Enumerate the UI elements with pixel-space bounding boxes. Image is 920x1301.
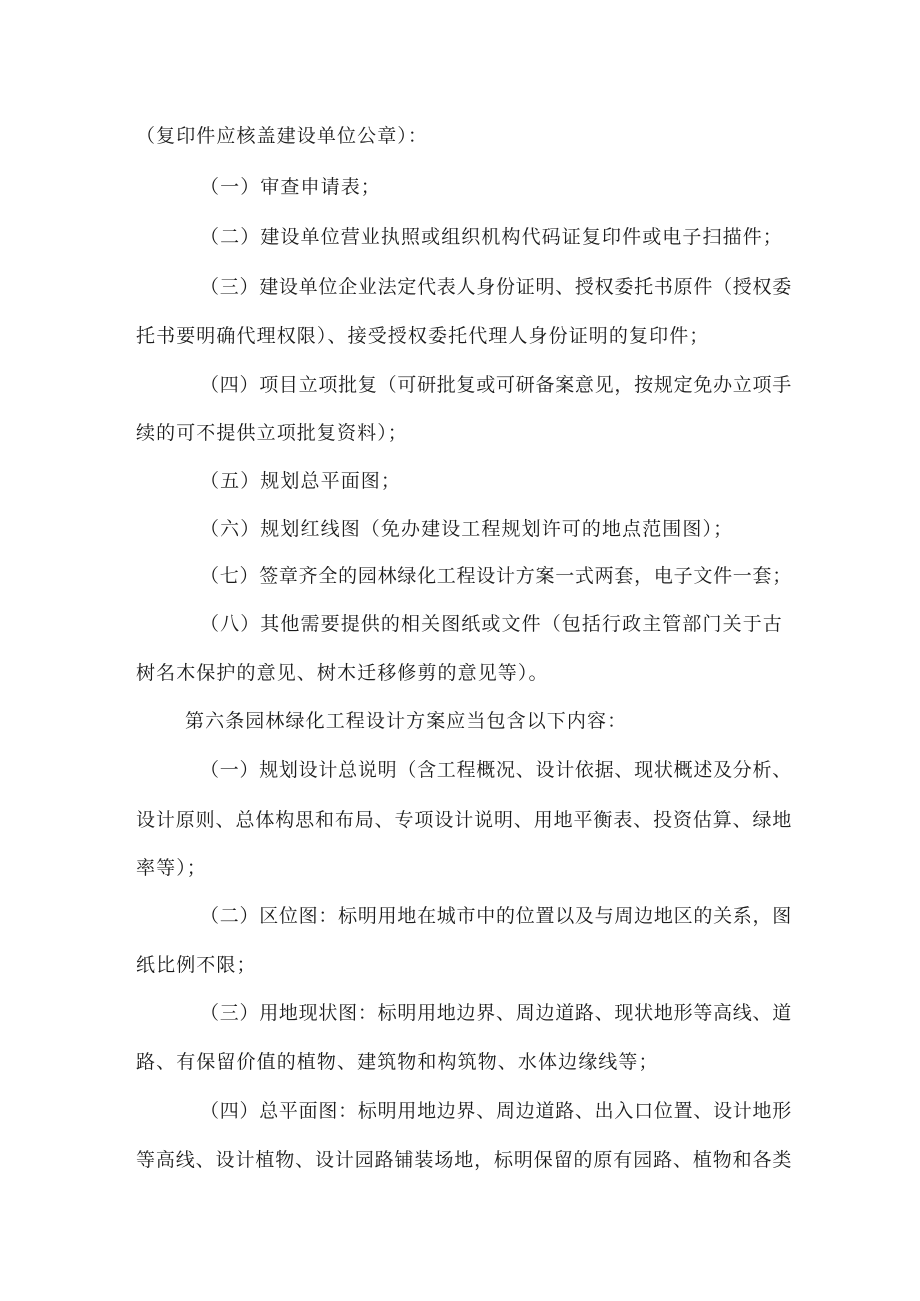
text-line: 树名木保护的意见、树木迁移修剪的意见等）。 [136,662,549,684]
text-line: （复印件应核盖建设单位公章）： [136,125,429,147]
text-line: （八）其他需要提供的相关图纸或文件（包括行政主管部门关于古 [200,613,783,635]
text-line: 设计原则、总体构思和布局、专项设计说明、用地平衡表、投资估算、绿地 [136,809,793,831]
text-line: 托书要明确代理权限）、接受授权委托代理人身份证明的复印件； [136,325,710,347]
text-line: （二）建设单位营业执照或组织机构代码证复印件或电子扫描件； [200,226,783,248]
text-line: 纸比例不限； [136,954,257,976]
text-line: 续的可不提供立项批复资料）； [136,422,408,444]
text-line: （三）建设单位企业法定代表人身份证明、授权委托书原件（授权委 [200,276,793,298]
text-line: （七）签章齐全的园林绿化工程设计方案一式两套，电子文件一套； [200,565,793,587]
text-line: 路、有保留价值的植物、建筑物和构筑物、水体边缘线等； [136,1051,659,1073]
text-line: 等高线、设计植物、设计园路铺装场地，标明保留的原有园路、植物和各类 [136,1149,793,1171]
text-line: （一）规划设计总说明（含工程概况、设计依据、现状概述及分析、 [200,759,793,781]
text-line: 率等）； [136,857,207,879]
text-line: （六）规划红线图（免办建设工程规划许可的地点范围图）； [200,518,734,540]
text-line: （三）用地现状图：标明用地边界、周边道路、现状地形等高线、道 [200,1002,793,1024]
section-heading: 第六条园林绿化工程设计方案应当包含以下内容： [185,710,628,732]
text-line: （四）总平面图：标明用地边界、周边道路、出入口位置、设计地形 [200,1100,793,1122]
text-line: （四）项目立项批复（可研批复或可研备案意见，按规定免办立项手 [200,374,793,396]
text-line: （五）规划总平面图； [200,470,402,492]
text-line: （一）审查申请表； [200,176,381,198]
text-line: （二）区位图：标明用地在城市中的位置以及与周边地区的关系，图 [200,905,793,927]
